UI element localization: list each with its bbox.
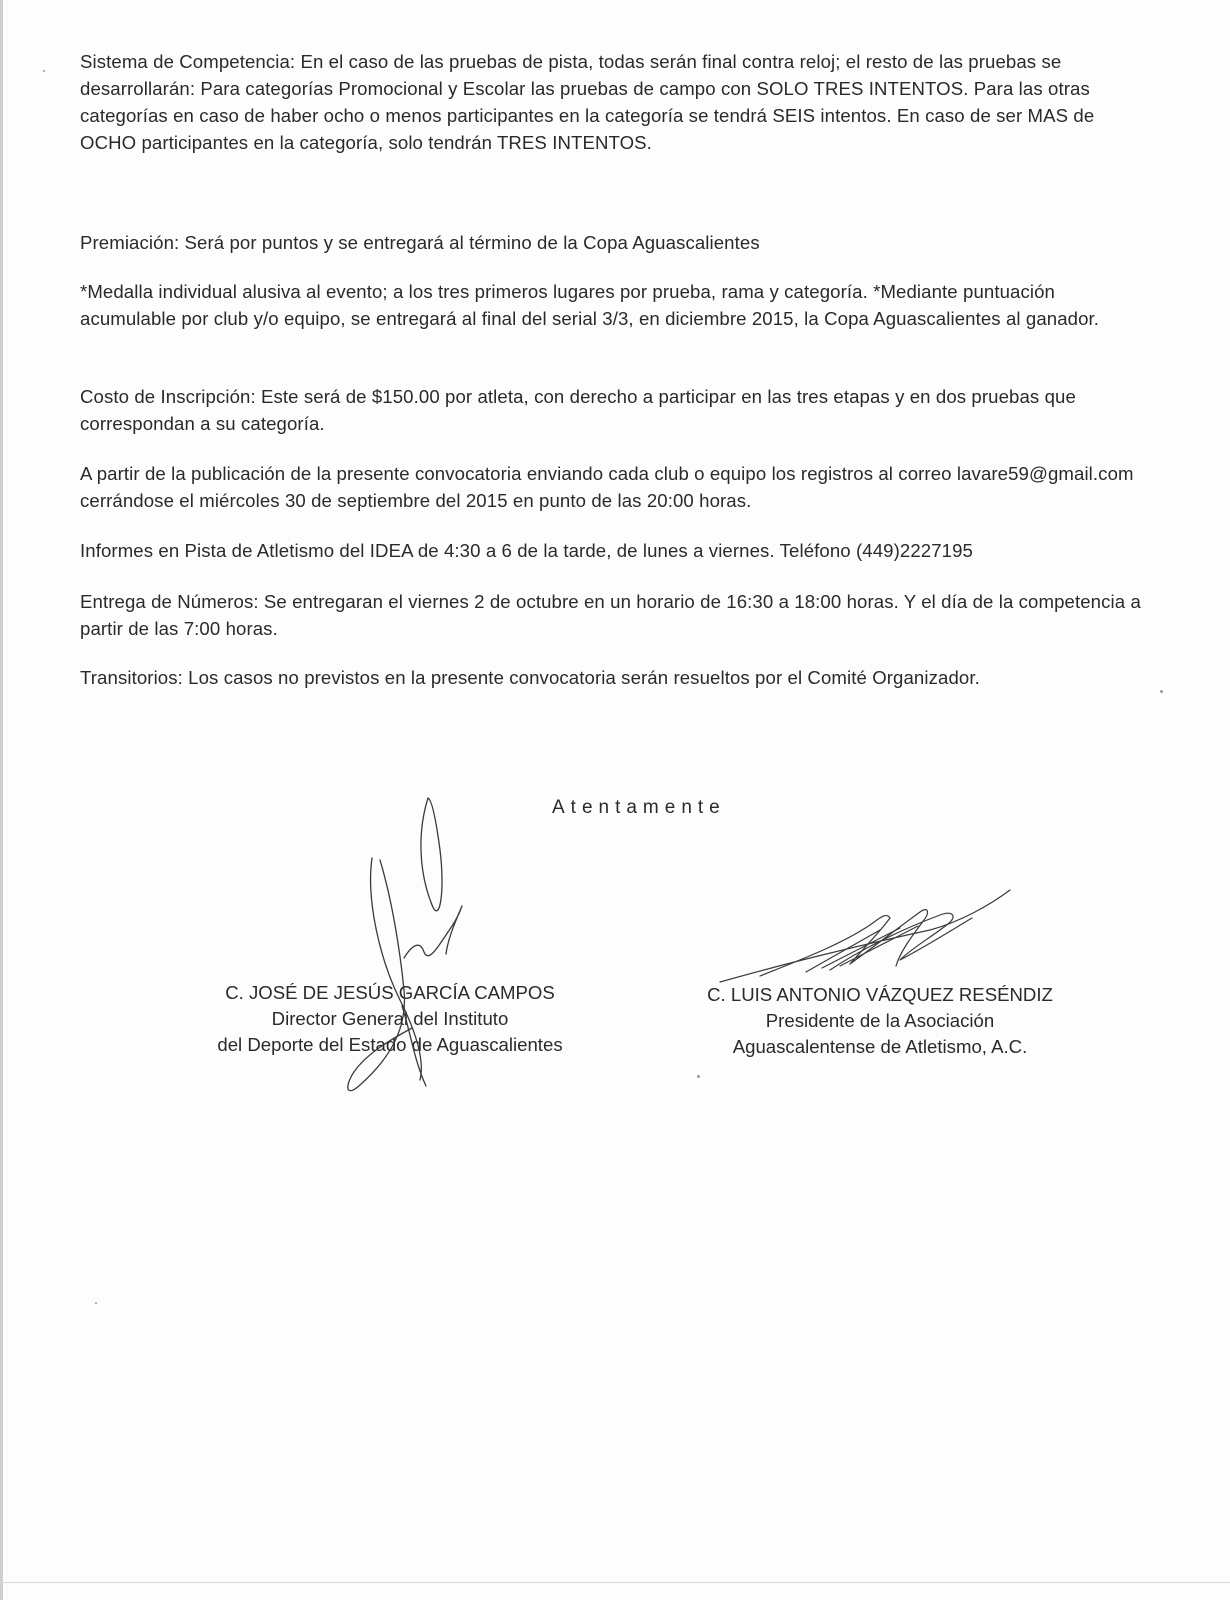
signatory-left-title-line1: Director General del Instituto [271, 1008, 509, 1029]
paragraph-premiacion: Premiación: Será por puntos y se entregará al término de la Copa Aguascalientes [80, 232, 760, 253]
paragraph-sistema-competencia: Sistema de Competencia: En el caso de las pruebas de pista, todas serán final contra reloj; el resto de las pruebas se desarrollarán: Para categorías Promocional y Escolar las pruebas de campo con SOLO TRES INTENTOS. Para las otras categorías en caso de haber ocho o menos participantes en la categoría se tendrá SEIS intentos. En caso de ser MAS de OCHO participantes en la categoría, solo tendrán TRES INTENTOS. [80, 51, 1095, 153]
signatory-left-name: C. JOSÉ DE JESÚS GARCÍA CAMPOS [225, 982, 555, 1003]
signature-block-left [160, 980, 620, 1058]
paragraph-transitorios: Transitorios: Los casos no previstos en la presente convocatoria serán resueltos por el Comité Organizador. [80, 667, 980, 688]
scan-speck [95, 1302, 97, 1304]
paragraph-costo-inscripcion: Costo de Inscripción: Este será de $150.00 por atleta, con derecho a participar en las tres etapas y en dos pruebas que correspondan a su categoría. [80, 386, 1076, 434]
signatory-right-name: C. LUIS ANTONIO VÁZQUEZ RESÉNDIZ [707, 984, 1053, 1005]
signatory-left-title-line2: del Deporte del Estado de Aguascalientes [217, 1034, 563, 1055]
scan-speck [697, 1075, 700, 1078]
scan-bottom-line [0, 1582, 1230, 1583]
signature-right-zigzag [760, 910, 927, 976]
signatory-right-title-line2: Aguascalentense de Atletismo, A.C. [732, 1036, 1028, 1057]
scan-speck [1160, 690, 1163, 693]
closing-atentamente: Atentamente [552, 797, 726, 818]
paragraph-informes: Informes en Pista de Atletismo del IDEA de 4:30 a 6 de la tarde, de lunes a viernes. Teléfono (449)2227195 [80, 540, 973, 561]
signature-left-loop [421, 798, 442, 911]
signature-block-right [650, 982, 1110, 1060]
paragraph-medalla: *Medalla individual alusiva al evento; a los tres primeros lugares por prueba, rama y categoría. *Mediante puntuación acumulable por club y/o equipo, se entregará al final del serial 3/3, en diciembre 2015, la Copa Aguascalientes al ganador. [80, 281, 1100, 329]
signatory-right-title-line1: Presidente de la Asociación [765, 1010, 995, 1031]
signature-right-loops [830, 913, 972, 970]
scan-edge [0, 0, 3, 1600]
paragraph-registro-correo: A partir de la publicación de la presente convocatoria enviando cada club o equipo los registros al correo lavare59@gmail.com cerrándose el miércoles 30 de septiembre del 2015 en punto de las 20:00 horas. [80, 463, 1134, 511]
paragraph-entrega-numeros: Entrega de Números: Se entregaran el viernes 2 de octubre en un horario de 16:30 a 18:00 horas. Y el día de la competencia a partir de las 7:00 horas. [80, 591, 1141, 639]
signature-right-sweep [720, 890, 1010, 982]
signature-left-scribble [404, 906, 462, 958]
signature-right-hatch [806, 926, 918, 972]
scan-speck [43, 70, 45, 72]
